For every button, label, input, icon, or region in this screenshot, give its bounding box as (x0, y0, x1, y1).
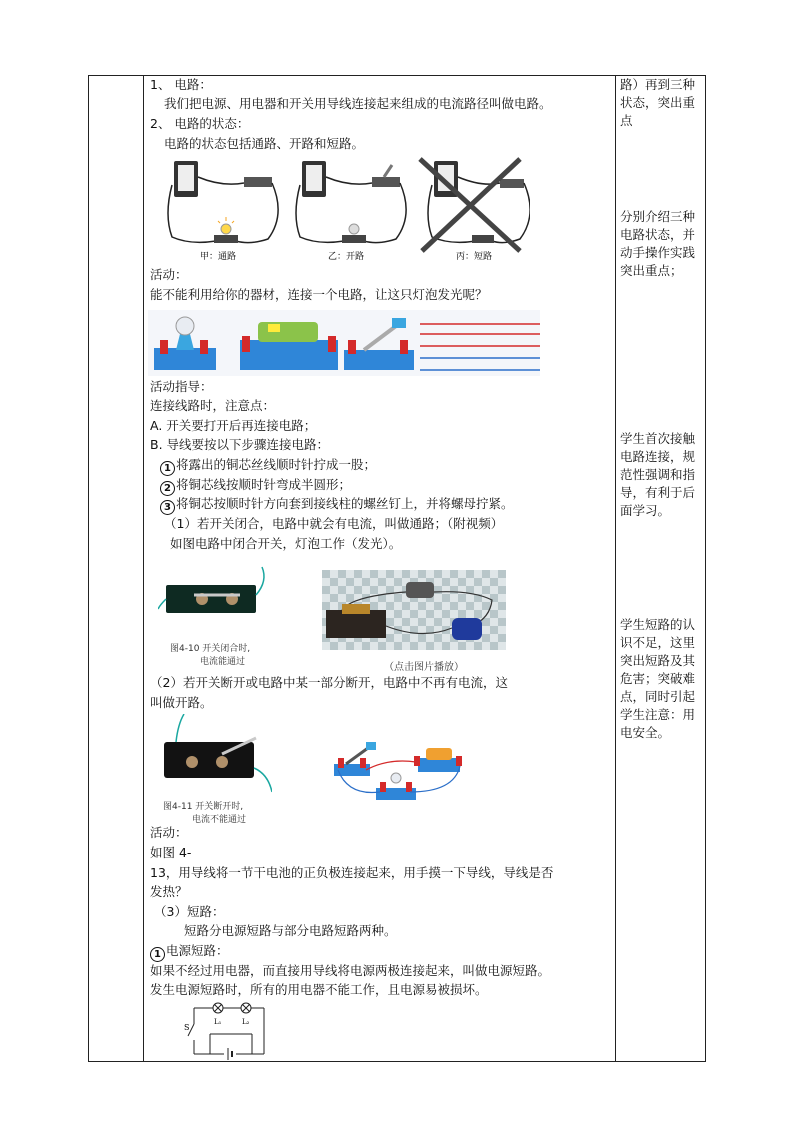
circuit-definition: 我们把电源、用电器和开关用导线连接起来组成的电流路径叫做电路。 (164, 96, 552, 111)
note-b: B. 导线要按以下步骤连接电路： (150, 437, 330, 452)
power-short-heading (150, 942, 229, 962)
step-number: 2 (160, 481, 175, 496)
closed-circuit-text: （1）若开关闭合，电路中就会有电流，叫做通路；（附视频） (164, 516, 504, 531)
activity-question-1: 能不能利用给你的器材，连接一个电路，让这只灯泡发光呢？ (150, 287, 488, 302)
step-number: 3 (160, 500, 175, 515)
switch-label: S (184, 1023, 190, 1032)
open-circuit-assembly (328, 740, 466, 806)
circuit-states-figure (160, 155, 530, 263)
activity-guide: 活动指导： (150, 379, 213, 394)
side-note-1: 路）再到三种状态，突出重点 (620, 77, 696, 128)
step-1 (160, 456, 376, 476)
open-circuit-text-cont: 叫做开路。 (150, 695, 213, 710)
label-closed: 甲：通路 (200, 252, 237, 262)
fig-4-11-caption-1: 图4-11 开关断开时, (163, 802, 244, 812)
short-circuit-heading: （3）短路： (154, 904, 225, 919)
power-short-definition: 如果不经过用电器，而直接用导线将电源两极连接起来，叫做电源短路。 (150, 963, 551, 978)
activity-label-1: 活动： (150, 267, 188, 282)
item-number: 1 (150, 947, 165, 962)
side-note-2: 分别介绍三种电路状态，并动手操作实践突出重点； (620, 209, 696, 278)
figure-reference: 如图 4- (150, 845, 192, 860)
circuit-states-text: 电路的状态包括通路、开路和短路。 (164, 136, 365, 151)
open-circuit-text: （2）若开关断开或电路中某一部分断开，电路中不再有电流，这 (150, 675, 508, 690)
item-text: 电源短路： (166, 943, 229, 958)
step-text: 将铜芯按顺时针方向套到接线柱的螺丝钉上，并将螺母拧紧。 (176, 496, 514, 511)
closed-circuit (168, 161, 278, 243)
play-hint: （点击图片播放） (384, 662, 464, 673)
closed-switch-photo (158, 565, 274, 641)
equipment-figure (148, 310, 540, 376)
lamp-1-label: L₁ (214, 1018, 222, 1026)
heading-circuit: 1、 电路： (150, 77, 212, 92)
step-number: 1 (160, 461, 175, 476)
activity-label-2: 活动： (150, 825, 188, 840)
side-note-3: 学生首次接触电路连接，规范性强调和指导，有利于后面学习。 (620, 431, 696, 518)
activity-question-2: 13，用导线将一节干电池的正负极连接起来，用手摸一下导线，导线是否 (150, 865, 554, 880)
label-open: 乙：开路 (328, 252, 365, 262)
lamp-2-label: L₂ (242, 1018, 250, 1026)
label-short: 丙：短路 (456, 252, 493, 262)
fig-4-11-caption-2: 电流不能通过 (192, 815, 247, 825)
wiring-notes: 连接线路时，注意点： (150, 398, 276, 413)
open-circuit (296, 161, 406, 243)
closed-circuit-example: 如图电路中闭合开关，灯泡工作（发光）。 (170, 536, 402, 551)
note-a: A. 开关要打开后再连接电路； (150, 418, 317, 433)
fig-4-10-caption-2: 电流能通过 (200, 657, 246, 667)
power-short-consequence: 发生电源短路时，所有的用电器不能工作，且电源易被损坏。 (150, 982, 488, 997)
short-circuit-types: 短路分电源短路与部分电路短路两种。 (184, 923, 397, 938)
fig-4-10-caption-1: 图4-10 开关闭合时, (170, 644, 251, 654)
step-text: 将铜芯线按顺时针弯成半圆形； (176, 477, 352, 492)
activity-question-2-cont: 发热？ (150, 884, 188, 899)
open-switch-photo (160, 714, 272, 798)
short-circuit (420, 159, 530, 251)
side-note-4: 学生短路的认识不足，这里突出短路及其危害；突破难点，同时引起学生注意：用电安全。 (620, 617, 696, 740)
column-divider-2 (615, 76, 616, 1061)
step-3 (160, 495, 514, 515)
step-2 (160, 476, 351, 496)
step-text: 将露出的铜芯丝线顺时针拧成一股； (176, 457, 377, 472)
column-divider-1 (143, 76, 144, 1061)
video-photo[interactable] (322, 570, 506, 650)
heading-circuit-states: 2、 电路的状态： (150, 116, 250, 131)
short-circuit-schematic (176, 1000, 272, 1060)
